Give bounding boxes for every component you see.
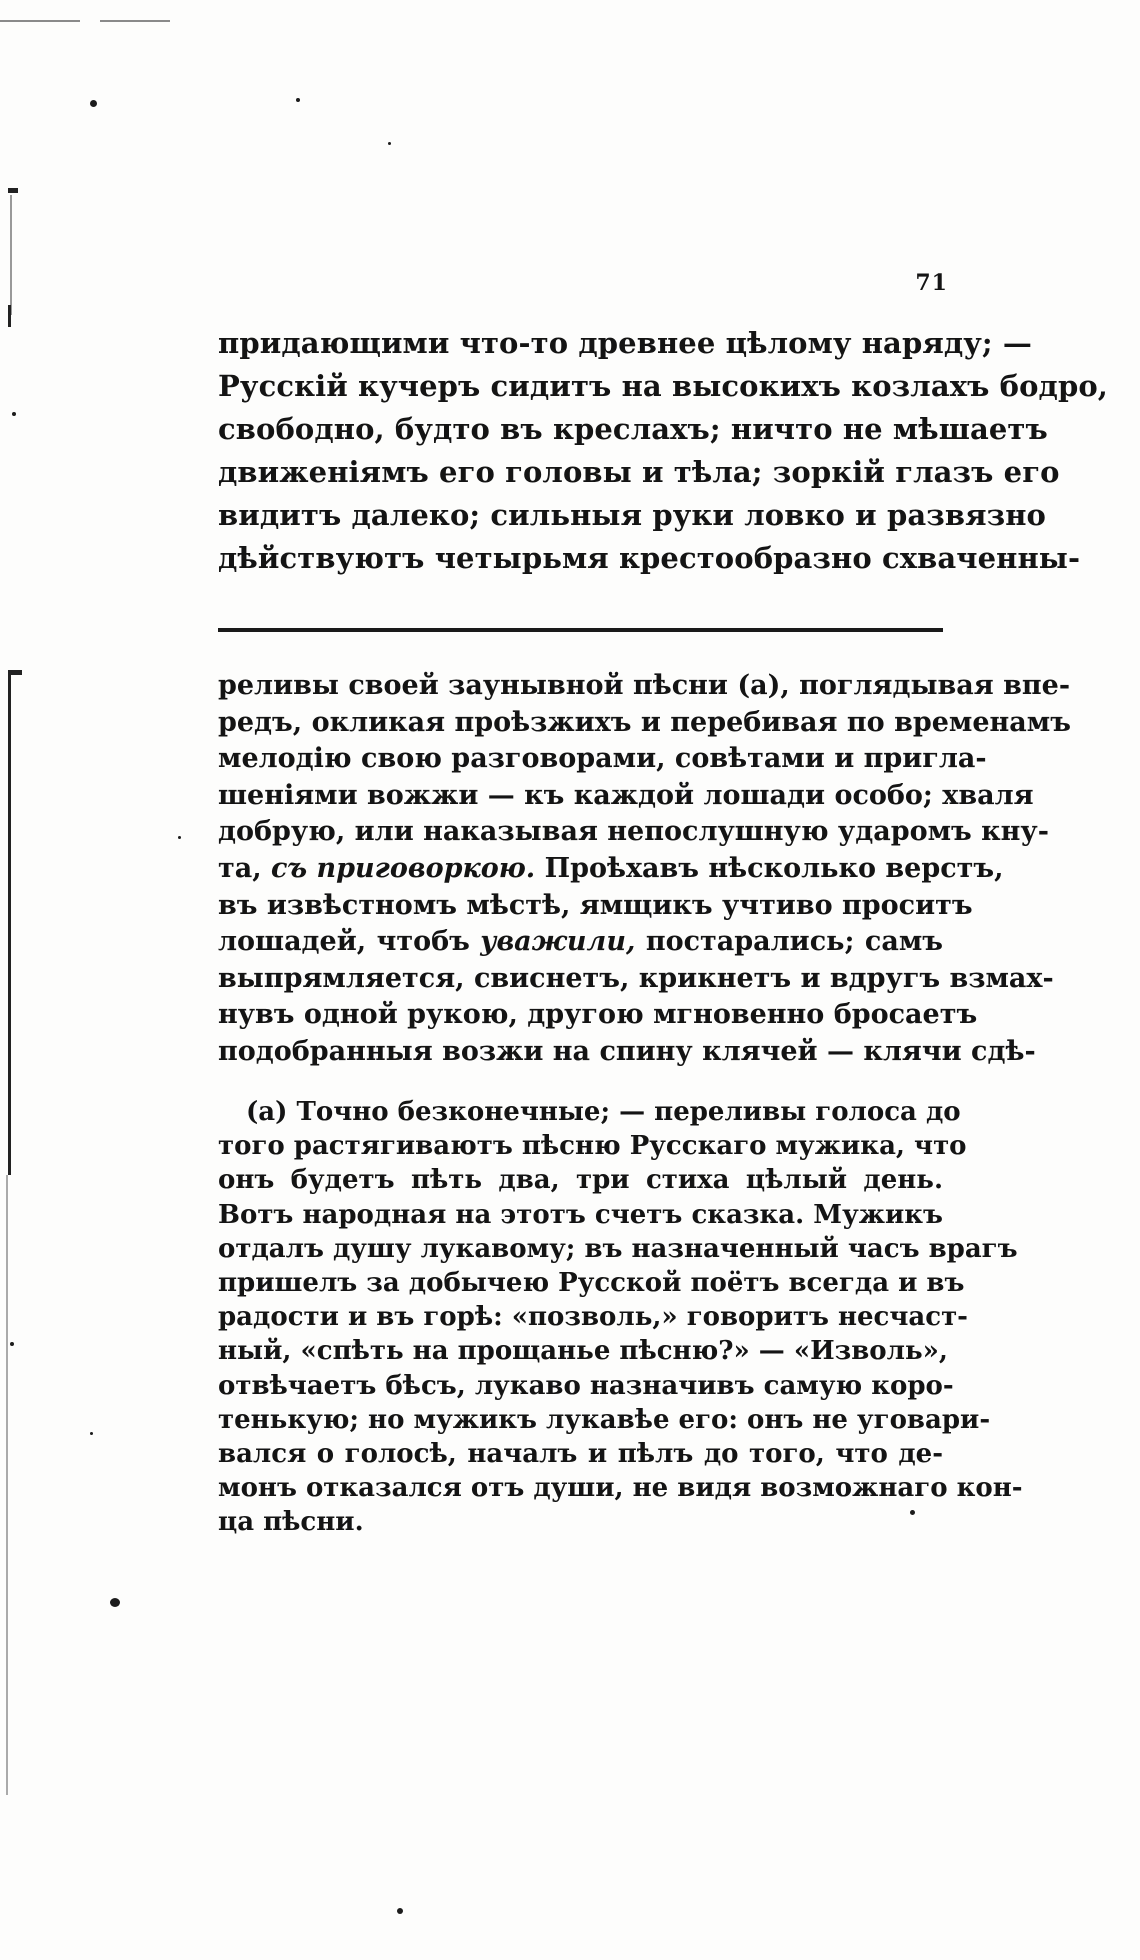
margin-line bbox=[6, 1175, 8, 1795]
section-divider bbox=[218, 628, 943, 632]
italic-phrase: уважили, bbox=[480, 926, 636, 958]
footnote-line: тенькую; но мужикъ лукавѣе его: онъ не уговари- bbox=[218, 1404, 991, 1435]
text-line: свободно, будто въ креслахъ; ничто не мѣшаетъ bbox=[218, 412, 1048, 446]
text-line bbox=[218, 924, 943, 961]
text-line: дѣйствуютъ четырьмя крестообразно схваченны- bbox=[218, 541, 1081, 575]
text-segment: постарались; самъ bbox=[635, 926, 943, 958]
ink-speck bbox=[388, 142, 391, 145]
footnote-line: отдалъ душу лукавому; въ назначенный часъ врагъ bbox=[218, 1233, 1018, 1264]
text-line: мелодію свою разговорами, совѣтами и пригла- bbox=[218, 743, 987, 775]
ink-speck bbox=[10, 1342, 14, 1346]
ink-speck bbox=[397, 1908, 403, 1914]
footnote-line: пришелъ за добычею Русской поётъ всегда и въ bbox=[218, 1267, 965, 1298]
text-segment: лошадей, чтобъ bbox=[218, 926, 481, 958]
text-line: шеніями вожжи — къ каждой лошади особо; хваля bbox=[218, 779, 1034, 811]
footnote-line: (а) Точно безконечные; — переливы голоса до bbox=[246, 1097, 961, 1127]
footnote-line: отвѣчаетъ бѣсъ, лукаво назначивъ самую коро- bbox=[218, 1370, 954, 1401]
text-line bbox=[218, 851, 1004, 888]
margin-arrow-mark bbox=[8, 188, 18, 193]
lower-paragraph bbox=[218, 668, 1071, 1071]
ink-speck bbox=[90, 1432, 93, 1435]
footnote-line: монъ отказался отъ души, не видя возможнаго кон- bbox=[218, 1473, 1023, 1504]
ink-speck bbox=[12, 412, 16, 416]
text-line: въ извѣстномъ мѣстѣ, ямщикъ учтиво проситъ bbox=[218, 889, 973, 921]
ink-speck bbox=[296, 98, 300, 102]
margin-mark bbox=[8, 305, 11, 327]
margin-line bbox=[8, 675, 11, 1175]
scan-edge-mark bbox=[0, 20, 80, 22]
footnote bbox=[218, 1095, 1023, 1539]
upper-paragraph bbox=[218, 322, 1108, 580]
footnote-line: ный, «спѣть на прощанье пѣсню?» — «Изволь», bbox=[218, 1336, 948, 1367]
text-line: нувъ одной рукою, другою мгновенно бросаетъ bbox=[218, 999, 978, 1031]
text-segment: та, bbox=[218, 852, 272, 884]
footnote-line: онъ будетъ пѣть два, три стиха цѣлый день. bbox=[218, 1165, 943, 1196]
footnote-line: Вотъ народная на этотъ счетъ сказка. Мужикъ bbox=[218, 1199, 943, 1230]
text-line: подобранныя возжи на спину клячей — клячи сдѣ- bbox=[218, 1035, 1036, 1067]
ink-speck bbox=[90, 100, 97, 107]
footnote-line: того растягиваютъ пѣсню Русскаго мужика, что bbox=[218, 1131, 967, 1162]
ink-speck bbox=[110, 1598, 120, 1607]
text-line: движеніямъ его головы и тѣла; зоркій глазъ его bbox=[218, 455, 1060, 489]
text-line: видитъ далеко; сильныя руки ловко и развязно bbox=[218, 498, 1046, 532]
text-line: редъ, окликая проѣзжихъ и перебивая по временамъ bbox=[218, 706, 1071, 738]
footnote-line: радости и въ горѣ: «позволь,» говоритъ несчаст- bbox=[218, 1302, 968, 1333]
ink-speck bbox=[178, 836, 181, 839]
text-line: добрую, или наказывая непослушную ударомъ кну- bbox=[218, 816, 1049, 848]
footnote-line: вался о голосѣ, началъ и пѣлъ до того, что де- bbox=[218, 1438, 943, 1469]
footnote-line: ца пѣсни. bbox=[218, 1507, 364, 1538]
italic-phrase: съ приговоркою. bbox=[271, 852, 536, 884]
text-line: выпрямляется, свиснетъ, крикнетъ и вдругъ взмах- bbox=[218, 962, 1054, 994]
page-number: 71 bbox=[915, 270, 948, 296]
text-line: реливы своей заунывной пѣсни (а), поглядывая впе- bbox=[218, 670, 1071, 701]
text-segment: Проѣхавъ нѣсколько верстъ, bbox=[535, 852, 1004, 884]
margin-line bbox=[10, 195, 12, 315]
text-line: Русскій кучеръ сидитъ на высокихъ козлахъ бодро, bbox=[218, 369, 1108, 403]
scan-edge-mark bbox=[100, 20, 170, 22]
text-line: придающими что-то древнее цѣлому наряду; — bbox=[218, 326, 1033, 360]
